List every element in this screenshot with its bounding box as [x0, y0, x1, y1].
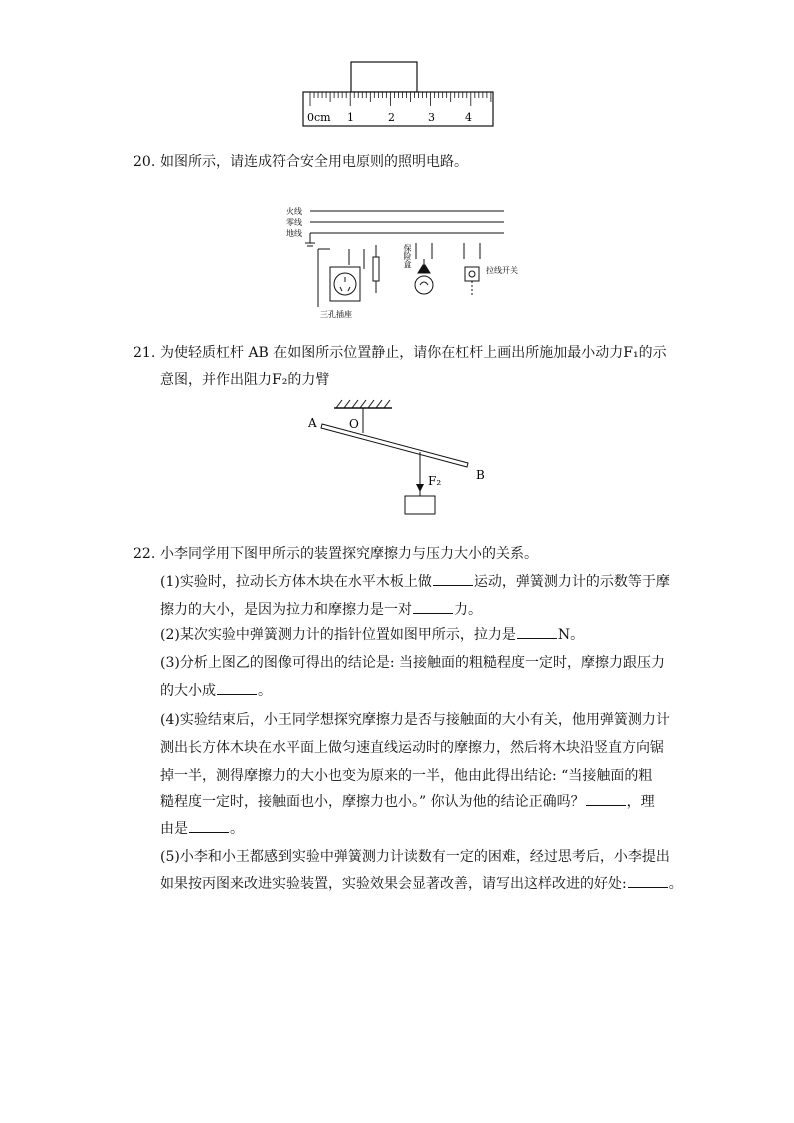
ruler-tick-1: 1 — [347, 111, 354, 124]
q22-p4-f: 由是 — [160, 821, 188, 837]
ruler-figure — [300, 60, 496, 130]
q22-part3-line1 — [160, 649, 665, 678]
label-fire-line: 火线 — [286, 207, 302, 216]
q22-p4-c: 掉一半，测得摩擦力的大小也变为原来的一半，他由此得出结论: “当接触面的粗 — [160, 768, 653, 784]
q22-part2 — [160, 621, 584, 650]
fuse-box — [373, 245, 379, 293]
q22-p1-a: (1)实验时，拉动长方体木块在水平木板上做 — [160, 574, 432, 590]
q22-intro: 小李同学用下图甲所示的装置探究摩擦力与压力大小的关系。 — [160, 546, 538, 562]
light-bulb — [415, 243, 433, 294]
fuse-label-text: 保险盒 — [388, 244, 412, 253]
q22-p4-e: ，理 — [626, 794, 655, 810]
q22-p5-a: (5)小李和小王都感到实验中弹簧测力计读数有一定的困难，经过思考后，小李提出 — [160, 849, 670, 865]
answer-blank[interactable] — [586, 805, 626, 806]
answer-blank[interactable] — [517, 638, 557, 639]
q22-part5-line2 — [160, 870, 683, 899]
q22-number: 22. — [133, 546, 156, 562]
q22-part4-line2 — [160, 734, 664, 763]
answer-blank[interactable] — [413, 613, 453, 614]
q20-circuit-figure — [284, 203, 518, 321]
q22-part4-line1 — [160, 706, 670, 735]
answer-blank[interactable] — [433, 585, 473, 586]
q22-p1-c: 擦力的大小，是因为拉力和摩擦力是一对 — [160, 602, 412, 618]
q21-line2: 意图，并作出阻力F₂的力臂 — [160, 372, 330, 388]
q22-p4-b: 测出长方体木块在水平面上做匀速直线运动时的摩擦力，然后将木块沿竖直方向锯 — [160, 740, 664, 756]
q22-p4-a: (4)实验结束后，小王同学想探究摩擦力是否与接触面的大小有关，他用弹簧测力计 — [160, 712, 670, 728]
pull-switch — [464, 243, 480, 297]
q21-lever-figure — [300, 396, 500, 520]
ruler-tick-3: 3 — [428, 111, 435, 124]
q20-text: 如图所示，请连成符合安全用电原则的照明电路。 — [160, 154, 468, 170]
socket-label: 三孔插座 — [320, 310, 352, 319]
q22-p4-d: 糙程度一定时，接触面也小，摩擦力也小。” 你认为他的结论正确吗？ — [160, 794, 585, 810]
q22-part4-line3 — [160, 762, 652, 791]
label-neutral-line: 零线 — [286, 218, 302, 227]
ceiling-hatch — [336, 400, 390, 408]
q22-p1-d: 力。 — [454, 602, 482, 618]
lever-ab — [321, 424, 468, 467]
switch-label — [486, 265, 518, 275]
answer-blank[interactable] — [189, 832, 229, 833]
weight-block — [405, 496, 435, 514]
ruler-unit-label: 0cm — [307, 111, 331, 124]
block-on-ruler — [351, 62, 417, 92]
q22-p2-a: (2)某次实验中弹簧测力计的指针位置如图甲所示，拉力是 — [160, 627, 516, 643]
f2-arrowhead — [416, 484, 424, 492]
fuse-label — [388, 244, 412, 268]
q22-part4-line5 — [160, 815, 244, 844]
q22-p3-a: (3)分析上图乙的图像可得出的结论是: 当接触面的粗糙程度一定时，摩擦力跟压力 — [160, 655, 665, 671]
q22-p3-c: 。 — [258, 683, 272, 699]
switch-label-text: 拉线开关 — [486, 266, 518, 275]
label-ground-line: 地线 — [286, 229, 302, 238]
q21-line1: 为使轻质杠杆 AB 在如图所示位置静止，请你在杠杆上画出所施加最小动力F₁的示 — [160, 345, 667, 361]
ground-symbol — [305, 233, 315, 246]
label-b: B — [476, 468, 485, 482]
answer-blank[interactable] — [217, 694, 257, 695]
label-a: A — [308, 416, 317, 430]
q22-p4-g: 。 — [230, 821, 244, 837]
q21-number: 21. — [133, 345, 156, 361]
q22-part1-line1 — [160, 568, 670, 597]
q22-p5-c: 。 — [668, 876, 683, 892]
q22-part4-line4 — [160, 788, 655, 817]
ruler-tick-4: 4 — [465, 111, 472, 124]
answer-blank[interactable] — [628, 887, 668, 888]
q22-p3-b: 的大小成 — [160, 683, 216, 699]
q20-number: 20. — [133, 154, 156, 170]
q22-p5-b: 如果按丙图来改进实验装置，实验效果会显著改善，请写出这样改进的好处: — [160, 876, 627, 892]
q22-part3-line2 — [160, 677, 272, 706]
label-f2: F₂ — [428, 474, 442, 488]
q22-p2-b: N。 — [557, 627, 585, 643]
q22-part5-line1 — [160, 843, 670, 872]
q22-p1-b: 运动，弹簧测力计的示数等于摩 — [473, 574, 670, 590]
label-o: O — [349, 417, 359, 431]
three-hole-socket — [318, 249, 364, 307]
ruler-tick-2: 2 — [388, 111, 395, 124]
